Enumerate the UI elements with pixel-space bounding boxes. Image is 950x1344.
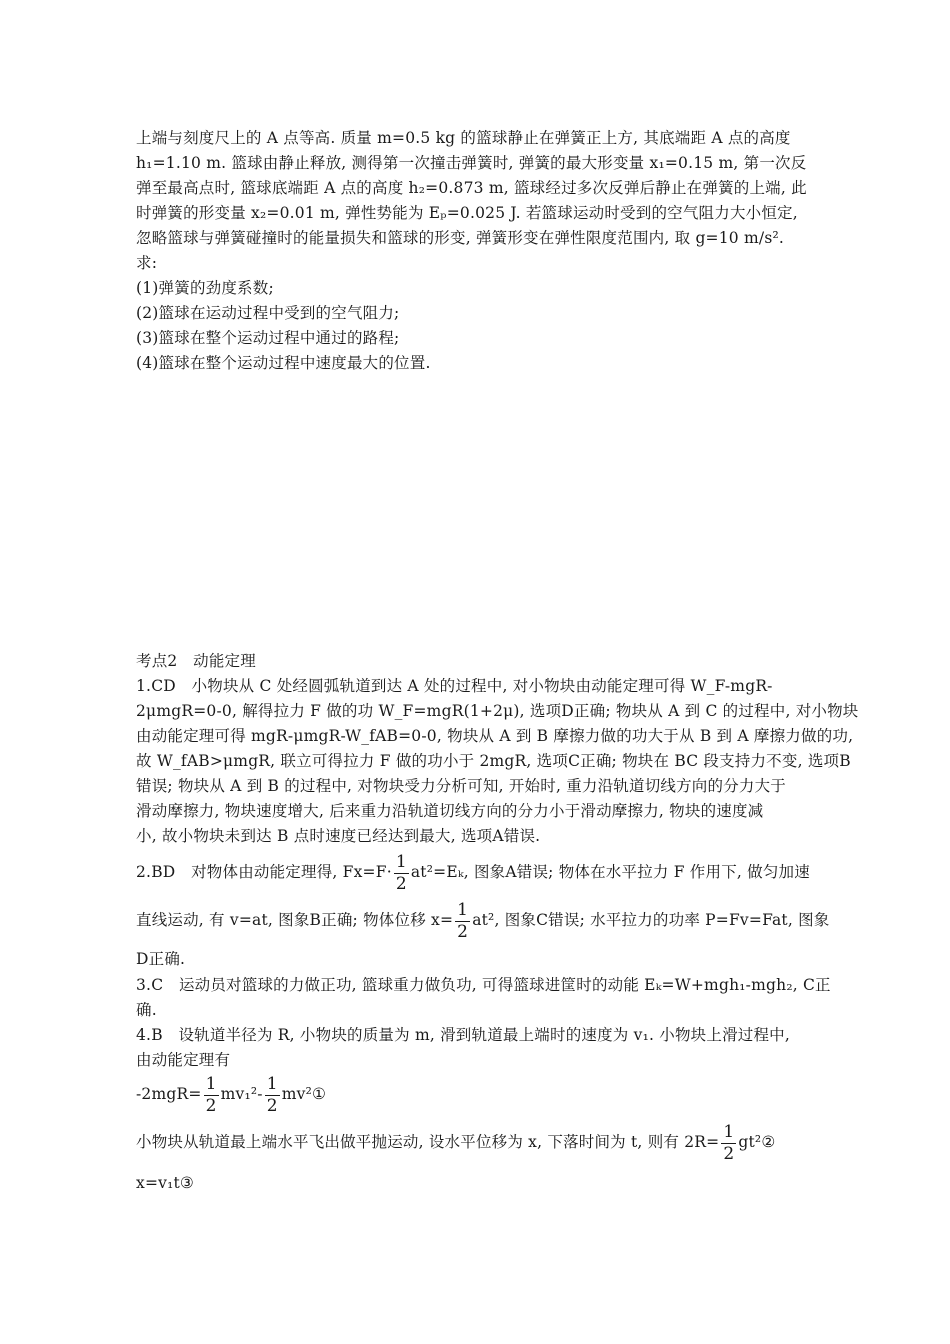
answer-text: at²=Eₖ, 图象A错误; 物体在水平拉力 F 作用下, 做匀加速 — [410, 863, 810, 881]
answer-line: 错误; 物块从 A 到 B 的过程中, 对物块受力分析可知, 开始时, 重力沿轨道切线方向的分力大于 — [136, 777, 787, 795]
answer-text: 直线运动, 有 v=at, 图象B正确; 物体位移 x= — [136, 911, 454, 929]
answer-text: 2.BD 对物体由动能定理得, Fx=F· — [136, 863, 392, 881]
fraction-one-half — [721, 1121, 736, 1164]
problem-line: 上端与刻度尺上的 A 点等高. 质量 m=0.5 kg 的篮球静止在弹簧正上方, 其底端距 A 点的高度 — [136, 129, 791, 147]
answer-line: 由动能定理可得 mgR-μmgR-W_fAB=0-0, 物块从 A 到 B 摩擦力做的功大于从 B 到 A 摩擦力做的功, — [136, 727, 854, 745]
equation-1 — [136, 1074, 326, 1115]
answer-line: 故 W_fAB>μmgR, 联立可得拉力 F 做的功小于 2mgR, 选项C正确; 物块在 BC 段支持力不变, 选项B — [136, 752, 851, 770]
answer-line: 滑动摩擦力, 物块速度增大, 后来重力沿轨道切线方向的分力小于滑动摩擦力, 物块的速度减 — [136, 802, 764, 820]
fraction-denominator: 2 — [723, 1143, 735, 1164]
problem-line: 求: — [136, 254, 158, 272]
section-title: 考点2 动能定理 — [136, 652, 256, 670]
problem-line: 时弹簧的形变量 x₂=0.01 m, 弹性势能为 Eₚ=0.025 J. 若篮球运动时受到的空气阻力大小恒定, — [136, 204, 798, 222]
fraction-one-half — [455, 899, 470, 942]
fraction-numerator: 1 — [266, 1073, 278, 1094]
answer-text: gt²② — [738, 1133, 776, 1151]
question-2: (2)篮球在运动过程中受到的空气阻力; — [136, 304, 400, 322]
problem-line: 忽略篮球与弹簧碰撞时的能量损失和篮球的形变, 弹簧形变在弹性限度范围内, 取 g=10 m/s². — [136, 229, 785, 247]
answer-line: 小, 故小物块未到达 B 点时速度已经达到最大, 选项A错误. — [136, 827, 541, 845]
answer-line: 确. — [136, 1001, 157, 1019]
fraction-denominator: 2 — [395, 873, 407, 894]
fraction-numerator: 1 — [457, 899, 469, 920]
question-4: (4)篮球在整个运动过程中速度最大的位置. — [136, 354, 431, 372]
equation-3: x=v₁t③ — [136, 1174, 195, 1192]
fraction-one-half — [394, 851, 409, 894]
answer-line: 3.C 运动员对篮球的力做正功, 篮球重力做负功, 可得篮球进筐时的动能 Eₖ=W+mgh₁-mgh₂, C正 — [136, 976, 831, 994]
fraction-one-half — [204, 1073, 219, 1116]
answer-text: 小物块从轨道最上端水平飞出做平抛运动, 设水平位移为 x, 下落时间为 t, 则有 2R= — [136, 1133, 720, 1151]
answer-line — [136, 1122, 775, 1163]
answer-line: D正确. — [136, 950, 186, 968]
equation-text: mv₁²- — [220, 1085, 263, 1103]
answer-line: 由动能定理有 — [136, 1051, 231, 1069]
answer-line — [136, 900, 830, 941]
fraction-denominator: 2 — [205, 1095, 217, 1116]
answer-line — [136, 852, 810, 893]
answer-text: at², 图象C错误; 水平拉力的功率 P=Fv=Fat, 图象 — [472, 911, 830, 929]
fraction-numerator: 1 — [723, 1121, 735, 1142]
question-3: (3)篮球在整个运动过程中通过的路程; — [136, 329, 400, 347]
problem-line: 弹至最高点时, 篮球底端距 A 点的高度 h₂=0.873 m, 篮球经过多次反弹后静止在弹簧的上端, 此 — [136, 179, 807, 197]
answer-line: 4.B 设轨道半径为 R, 小物块的质量为 m, 滑到轨道最上端时的速度为 v₁. 小物块上滑过程中, — [136, 1026, 790, 1044]
equation-text: mv²① — [281, 1085, 327, 1103]
fraction-numerator: 1 — [395, 851, 407, 872]
equation-text: -2mgR= — [136, 1085, 202, 1103]
answer-line: 2μmgR=0-0, 解得拉力 F 做的功 W_F=mgR(1+2μ), 选项D正确; 物块从 A 到 C 的过程中, 对小物块 — [136, 702, 859, 720]
fraction-numerator: 1 — [205, 1073, 217, 1094]
fraction-one-half — [265, 1073, 280, 1116]
problem-line: h₁=1.10 m. 篮球由静止释放, 测得第一次撞击弹簧时, 弹簧的最大形变量 x₁=0.15 m, 第一次反 — [136, 154, 807, 172]
fraction-denominator: 2 — [266, 1095, 278, 1116]
fraction-denominator: 2 — [457, 921, 469, 942]
answer-line: 1.CD 小物块从 C 处经圆弧轨道到达 A 处的过程中, 对小物块由动能定理可得 W_F-mgR- — [136, 677, 773, 695]
question-1: (1)弹簧的劲度系数; — [136, 279, 274, 297]
